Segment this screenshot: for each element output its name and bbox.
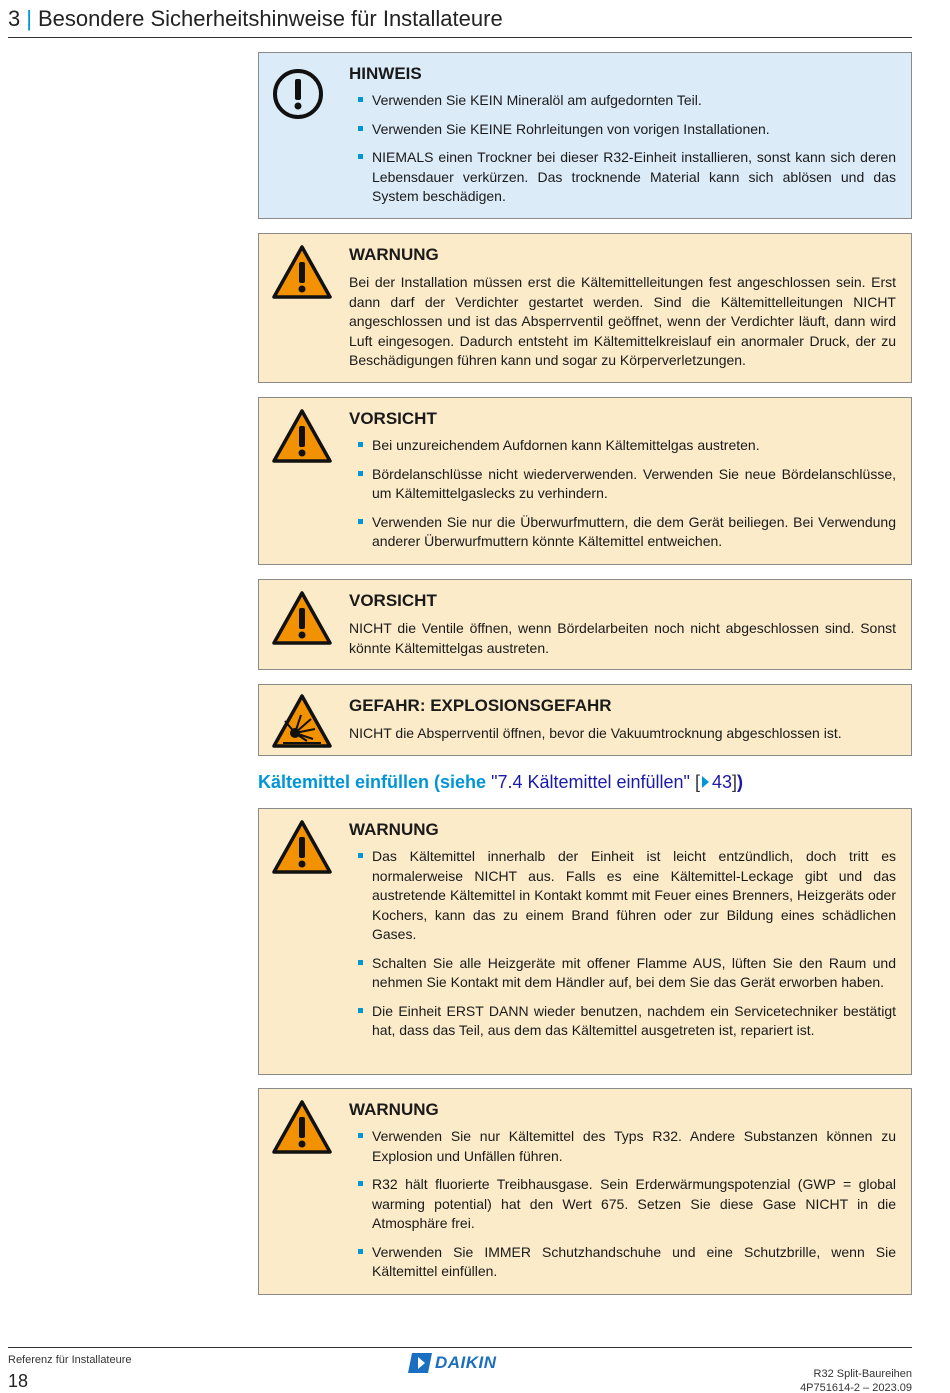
section-heading-prefix: Kältemittel einfüllen (siehe [258, 772, 492, 792]
explosion-hazard-icon [271, 691, 333, 749]
page-arrow-icon [702, 776, 709, 788]
list-item: Verwenden Sie nur die Überwurfmuttern, die dem Gerät beiliegen. Bei Verwendung anderer Überwurfmuttern könnte Kältemittel entweichen. [349, 513, 896, 552]
list-item: Verwenden Sie nur Kältemittel des Typs R32. Andere Substanzen können zu Explosion und Unfällen führen. [349, 1127, 896, 1166]
warning-triangle-icon [271, 242, 333, 300]
caution-heading: VORSICHT [349, 591, 437, 610]
list-item: Verwenden Sie IMMER Schutzhandschuhe und eine Schutzbrille, wenn Sie Kältemittel einfüllen. [349, 1243, 896, 1282]
list-item: Die Einheit ERST DANN wieder benutzen, nachdem ein Servicetechniker bestätigt hat, dass das Teil, aus dem das Kältemittel ausgetreten ist, repariert ist. [349, 1002, 896, 1041]
caution-list [349, 436, 896, 552]
footer-divider [8, 1347, 912, 1348]
warning-triangle-icon [271, 588, 333, 646]
bracket-open: [ [689, 772, 700, 792]
notice-list [349, 91, 896, 207]
caution-text: NICHT die Ventile öffnen, wenn Bördelarbeiten noch nicht abgeschlossen sind. Sonst könnte Kältemittelgas austreten. [349, 620, 896, 656]
warning-heading: WARNUNG [349, 820, 439, 839]
warning-triangle-icon [271, 406, 333, 464]
warning-box [258, 1088, 912, 1295]
warning-box [258, 808, 912, 1075]
warning-triangle-icon [271, 1097, 333, 1155]
warning-heading: WARNUNG [349, 1100, 439, 1119]
warning-text: Bei der Installation müssen erst die Kältemittelleitungen fest angeschlossen sein. Erst dann darf der Verdichter gestartet werden. Sind die Kältemittelleitungen NICHT angeschlossen und ist das Absperrventil geöffnet, wenn der Verdichter läuft, dann wird Luft eingesogen. Dadurch entsteht im Kältemittelkreislauf ein anormaler Druck, der zu Beschädigungen führen kann und sogar zu Körperverletzungen. [349, 274, 896, 368]
footer-product-line: R32 Split-Baureihen [813, 1368, 912, 1380]
daikin-logo-mark-icon [408, 1353, 432, 1373]
chapter-number: 3 [8, 6, 21, 31]
notice-box [258, 52, 912, 219]
bracket-close: ] [732, 772, 738, 792]
section-crossref-link[interactable]: "7.4 Kältemittel einfüllen" [491, 772, 690, 792]
caution-heading: VORSICHT [349, 409, 437, 428]
list-item: NIEMALS einen Trockner bei dieser R32-Einheit installieren, sonst kann sich deren Lebensdauer verkürzen. Das trocknende Material kann sich ablösen und das System beschädigen. [349, 148, 896, 207]
page-reference-link[interactable]: 43 [711, 772, 732, 792]
list-item: Schalten Sie alle Heizgeräte mit offener Flamme AUS, lüften Sie den Raum und nehmen Sie Kontakt mit dem Händler auf, bei dem Sie das Gerät erworben haben. [349, 954, 896, 993]
danger-heading: GEFAHR: EXPLOSIONSGEFAHR [349, 696, 612, 715]
caution-box [258, 579, 912, 670]
danger-box [258, 684, 912, 756]
warning-triangle-icon [271, 817, 333, 875]
daikin-logo [408, 1352, 497, 1374]
notice-heading: HINWEIS [349, 64, 422, 83]
danger-text: NICHT die Absperrventil öffnen, bevor die Vakuumtrocknung abgeschlossen ist. [349, 725, 842, 741]
logo-wordmark: DAIKIN [435, 1353, 497, 1372]
chapter-title: Besondere Sicherheitshinweise für Installateure [37, 6, 503, 31]
list-item: Verwenden Sie KEINE Rohrleitungen von vorigen Installationen. [349, 120, 896, 140]
warning-heading: WARNUNG [349, 245, 439, 264]
list-item: R32 hält fluorierte Treibhausgase. Sein Erderwärmungspotenzial (GWP = global warming potential) hat den Wert 675. Setzen Sie diese Gase NICHT in die Atmosphäre frei. [349, 1175, 896, 1234]
list-item: Das Kältemittel innerhalb der Einheit ist leicht entzündlich, doch tritt es normalerweise NICHT aus. Falls es eine Kältemittel-Leckage gibt und das austretende Kältemittel in Kontakt kommt mit Feuer eines Brenners, Heizgeräts oder Kochers, kann das zu einem Brand führen oder zur Bildung eines schädlichen Gases. [349, 847, 896, 945]
footer-document-number: 4P751614-2 – 2023.09 [800, 1382, 912, 1393]
warning-box [258, 233, 912, 383]
footer-document-label: Referenz für Installateure [8, 1354, 132, 1366]
warning-list [349, 847, 896, 1041]
page-header [8, 6, 912, 38]
warning-list [349, 1127, 896, 1282]
list-item: Bördelanschlüsse nicht wiederverwenden. Verwenden Sie neue Bördelanschlüsse, um Kältemittelgaslecks zu verhindern. [349, 465, 896, 504]
exclamation-circle-icon [271, 61, 333, 119]
list-item: Bei unzureichendem Aufdornen kann Kältemittelgas austreten. [349, 436, 896, 456]
section-heading-suffix: ) [737, 772, 744, 792]
page-number: 18 [8, 1371, 29, 1391]
header-separator: | [26, 6, 32, 31]
section-heading [258, 770, 743, 794]
list-item: Verwenden Sie KEIN Mineralöl am aufgedornten Teil. [349, 91, 896, 111]
caution-box [258, 397, 912, 565]
